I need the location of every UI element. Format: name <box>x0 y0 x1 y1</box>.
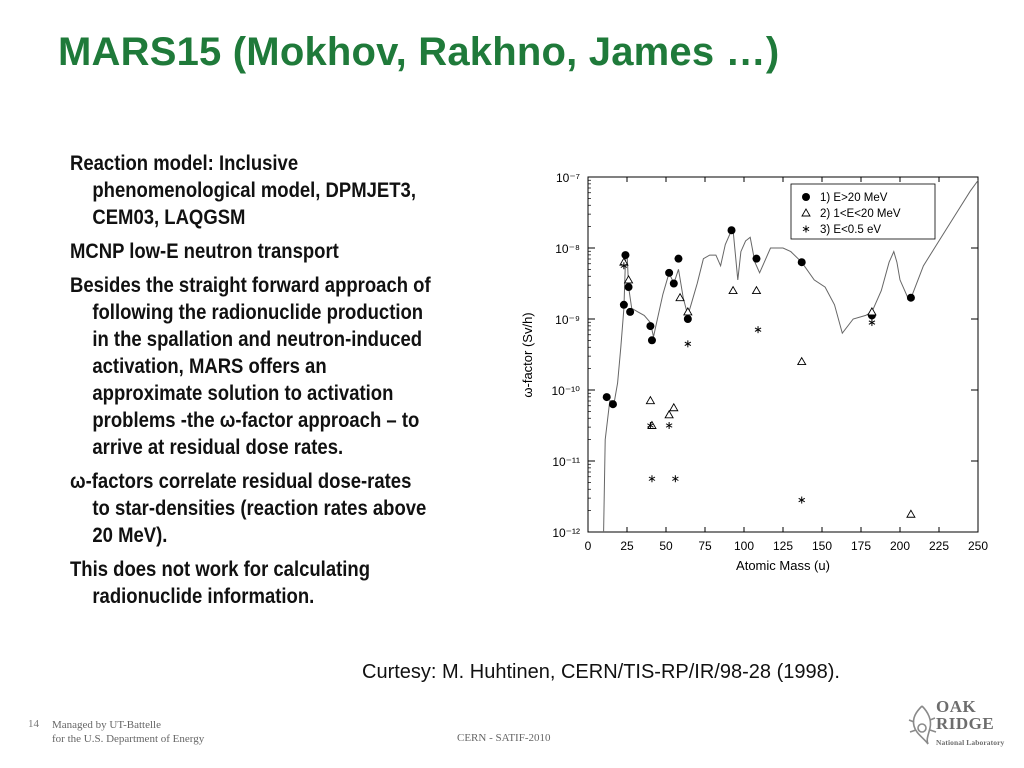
x-tick-label: 75 <box>698 539 712 553</box>
x-tick-label: 50 <box>659 539 673 553</box>
x-tick-label: 175 <box>850 539 872 553</box>
point-1-20mev <box>684 308 692 315</box>
legend-label: 3) E<0.5 eV <box>820 224 882 236</box>
x-tick-label: 125 <box>772 539 794 553</box>
point-1-20mev <box>646 397 654 404</box>
point-e-gt-20mev <box>648 336 656 344</box>
y-axis-label: ω-factor (Sv/h) <box>520 312 535 398</box>
point-e-gt-20mev <box>626 308 634 316</box>
logo-word-oak: OAK <box>936 697 977 716</box>
page-number: 14 <box>28 718 39 730</box>
point-1-20mev <box>625 276 633 283</box>
point-e-gt-20mev <box>798 258 806 266</box>
y-tick-label: 10⁻⁹ <box>555 313 580 327</box>
footer-managed-by <box>52 718 204 746</box>
point-e-lt-0p5ev <box>685 340 691 347</box>
x-tick-label: 200 <box>889 539 911 553</box>
point-1-20mev <box>665 411 673 418</box>
legend-label: 2) 1<E<20 MeV <box>820 208 901 220</box>
footer-center-text: CERN - SATIF-2010 <box>457 732 551 744</box>
point-e-gt-20mev <box>625 283 633 291</box>
x-tick-labels <box>585 539 989 553</box>
logo-word-ridge: RIDGE <box>936 714 995 733</box>
y-tick-label: 10⁻⁸ <box>555 242 580 256</box>
footer-managed-line1: Managed by UT-Battelle <box>52 719 161 731</box>
y-tick-label: 10⁻¹² <box>552 526 580 540</box>
y-tick-label: 10⁻⁷ <box>555 171 580 185</box>
point-e-lt-0p5ev <box>869 319 875 326</box>
point-e-gt-20mev <box>620 301 628 309</box>
x-tick-label: 150 <box>811 539 833 553</box>
x-tick-label: 25 <box>620 539 634 553</box>
y-tick-label: 10⁻¹¹ <box>552 455 580 469</box>
legend-label: 1) E>20 MeV <box>820 192 888 204</box>
point-e-gt-20mev <box>621 251 629 259</box>
point-e-lt-0p5ev <box>672 475 678 482</box>
point-1-20mev <box>868 308 876 315</box>
point-e-gt-20mev <box>609 400 617 408</box>
point-e-gt-20mev <box>752 255 760 263</box>
chart-legend <box>791 184 935 239</box>
x-tick-label: 100 <box>733 539 755 553</box>
point-e-lt-0p5ev <box>649 475 655 482</box>
point-e-gt-20mev <box>665 269 673 277</box>
point-e-gt-20mev <box>907 294 915 302</box>
point-1-20mev <box>798 358 806 365</box>
x-tick-label: 0 <box>584 539 592 553</box>
legend-marker <box>802 193 810 201</box>
point-e-lt-0p5ev <box>755 326 761 333</box>
point-e-gt-20mev <box>728 226 736 234</box>
bullet-reaction-model: Reaction model: Inclusive phenomenological model, DPMJET3, CEM03, LAQGSM <box>70 151 416 229</box>
footer-managed-line2: for the U.S. Department of Energy <box>52 733 205 745</box>
point-e-lt-0p5ev <box>799 497 805 504</box>
slide-title: MARS15 (Mokhov, Rakhno, James …) <box>58 30 780 74</box>
bullet-omega-approach: Besides the straight forward approach of following the radionuclide production in the spallation and neutron-induced activation, MARS offers an approximate solution to activation problems -the ω-factor approach – to arrive at residual dose rates. <box>70 273 431 459</box>
point-e-gt-20mev <box>674 255 682 263</box>
oak-ridge-logo <box>936 698 1004 751</box>
point-1-20mev <box>729 287 737 294</box>
x-tick-label: 250 <box>967 539 989 553</box>
y-tick-labels <box>552 171 581 540</box>
x-axis-label: Atomic Mass (u) <box>736 558 830 573</box>
point-e-gt-20mev <box>684 315 692 323</box>
bullet-limitation: This does not work for calculating radionuclide information. <box>70 557 370 608</box>
point-e-lt-0p5ev <box>666 422 672 429</box>
x-tick-label: 225 <box>928 539 950 553</box>
omega-factor-chart <box>515 165 1000 577</box>
bullet-mcnp: MCNP low-E neutron transport <box>70 239 339 263</box>
y-tick-label: 10⁻¹⁰ <box>551 384 580 398</box>
point-e-gt-20mev <box>646 322 654 330</box>
point-e-gt-20mev <box>670 280 678 288</box>
point-e-gt-20mev <box>603 393 611 401</box>
image-credit: Curtesy: M. Huhtinen, CERN/TIS-RP/IR/98-28 (1998). <box>362 661 840 683</box>
logo-subtitle: National Laboratory <box>936 738 1005 747</box>
point-1-20mev <box>752 287 760 294</box>
bullet-omega-correlation: ω-factors correlate residual dose-rates to star-densities (reaction rates above 20 MeV). <box>70 469 427 547</box>
point-1-20mev <box>907 510 915 517</box>
point-1-20mev <box>670 404 678 411</box>
bullet-list <box>70 150 431 617</box>
